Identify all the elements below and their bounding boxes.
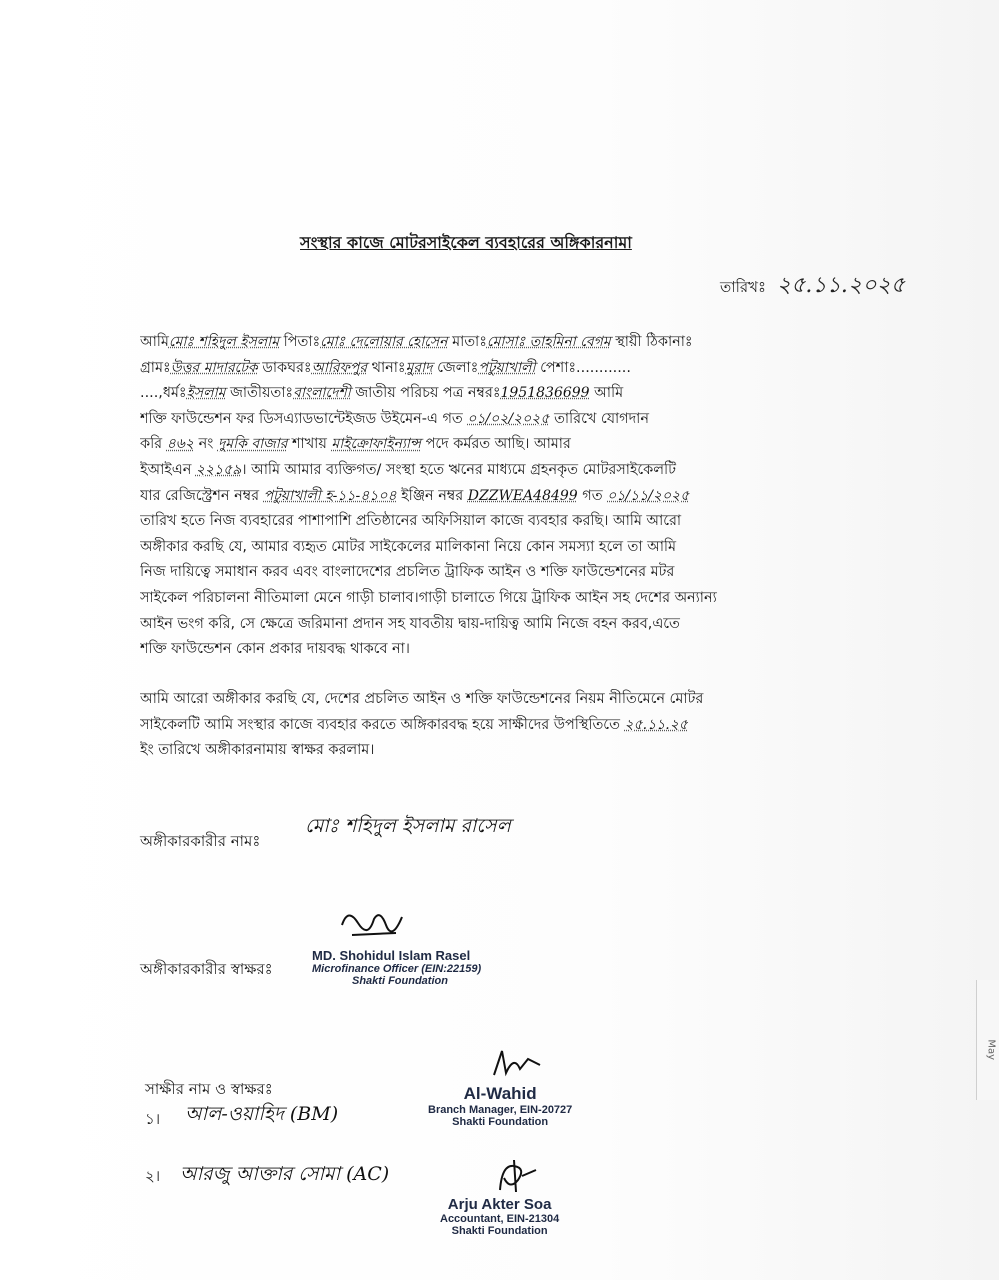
- para2-line-1: আমি আরো অঙ্গীকার করছি যে, দেশের প্রচলিত আইন ও শক্তি ফাউন্ডেশনের নিয়ম নীতিমেনে মোটর: [140, 691, 704, 707]
- date-label: তারিখঃ: [720, 278, 766, 296]
- para2-line-3: ইং তারিখে অঙ্গীকারনামায় স্বাক্ষর করলাম।: [140, 742, 375, 759]
- signer-seal-org: Shakti Foundation: [352, 975, 448, 987]
- religion-field: ইসলাম: [186, 385, 226, 402]
- para1-line-9: অঙ্গীকার করছি যে, আমার ব্যহৃত মোটর সাইকেলের মালিকানা নিয়ে কোন সমস্যা হলে তা আমি: [140, 538, 676, 555]
- witness-2-seal-org: Shakti Foundation: [451, 1225, 548, 1237]
- engine-number-field: DZZWEA48499: [467, 487, 578, 504]
- para1-line-3: ....,ধর্মঃইসলাম জাতীয়তাঃবাংলাদেশী জাতীয় পরিচয় পত্র নম্বরঃ1951836699 আমি: [140, 385, 624, 402]
- signer-signature: [338, 905, 408, 945]
- para1-line-2: গ্রামঃউত্তর মাদারটেক ডাকঘরঃআরিফপুর থানাঃমুরাদ জেলাঃপটুয়াখালী পেশাঃ............: [140, 359, 631, 376]
- district-field: পটুয়াখালী: [478, 359, 536, 376]
- witness-2-number: ২।: [145, 1167, 161, 1185]
- witness-2-signature: [492, 1156, 542, 1196]
- branch-number-field: ৪৬২: [166, 436, 194, 453]
- second-declaration-paragraph: [140, 687, 875, 764]
- para1-line-1: আমিমোঃ শহিদুল ইসলাম পিতাঃমোঃ দেলোয়ার হোসেন মাতাঃমোসাঃ তাহমিনা বেগম স্থায়ী ঠিকানাঃ: [140, 334, 693, 350]
- declaration-paragraph: [140, 330, 875, 663]
- para1-line-13: শক্তি ফাউন্ডেশন কোন প্রকার দায়বদ্ধ থাকবে না।: [140, 641, 410, 658]
- witness-2-seal-designation: Accountant, EIN-21304: [440, 1213, 560, 1225]
- witness-1-number: ১।: [145, 1110, 161, 1128]
- signer-seal-designation: Microfinance Officer (EIN:22159): [312, 963, 482, 975]
- thana-field: মুরাদ: [405, 359, 433, 376]
- signer-seal: [312, 948, 481, 987]
- post-office-field: আরিফপুর: [311, 359, 368, 376]
- ein-field: ২২১৫৯: [195, 461, 242, 478]
- witness-1-seal-name: Al-Wahid: [463, 1084, 537, 1103]
- nationality-field: বাংলাদেশী: [293, 385, 351, 402]
- nid-field: 1951836699: [500, 385, 590, 402]
- para1-line-12: আইন ভংগ করি, সে ক্ষেত্রে জরিমানা প্রদান সহ যাবতীয় দ্বায়-দায়িত্ব আমি নিজে বহন করব,এতে: [140, 615, 680, 632]
- witness-label: সাক্ষীর নাম ও স্বাক্ষরঃ: [145, 1080, 273, 1098]
- para1-line-4: শক্তি ফাউন্ডেশন ফর ডিসএ্যাডভান্টেইজড উইমেন-এ গত ০১/০২/২০২৫ তারিখে যোগদান: [140, 410, 649, 427]
- witness-1-seal-org: Shakti Foundation: [452, 1116, 549, 1128]
- signing-date-field: ২৫.১১.২৫: [624, 716, 688, 733]
- date-row: [720, 268, 905, 305]
- para1-line-7: যার রেজিস্ট্রেশন নম্বর পটুয়াখালী হ-১১-৪১০৪ ইঞ্জিন নম্বর DZZWEA48499 গত ০১/১১/২০২৫: [140, 487, 690, 504]
- para1-line-11: সাইকেল পরিচালনা নীতিমালা মেনে গাড়ী চালাব।গাড়ী চালাতে গিয়ে ট্রাফিক আইন সহ দেশের অন্যান্য: [140, 589, 717, 606]
- witness-2-seal-name: Arju Akter Soa: [447, 1196, 552, 1213]
- para1-line-6: ইআইএন ২২১৫৯। আমি আমার ব্যক্তিগত/ সংস্থা হতে ঋনের মাধ্যমে গ্রহনকৃত মোটরসাইকেলটি: [140, 461, 676, 478]
- witness-2-seal: [440, 1196, 559, 1237]
- branch-name-field: দুমকি বাজার: [217, 436, 288, 453]
- mother-field: মোসাঃ তাহমিনা বেগম: [486, 334, 611, 350]
- name-field: মোঃ শহিদুল ইসলাম: [168, 334, 280, 350]
- designation-field: মাইক্রোফাইন্যান্স: [331, 436, 421, 453]
- witness-1-handwritten: আল-ওয়াহিদ (BM): [185, 1103, 339, 1125]
- village-field: উত্তর মাদারটেক: [170, 359, 258, 376]
- date-value: ২৫.১১.২০২৫: [776, 273, 906, 298]
- para1-line-10: নিজ দায়িত্বে সমাধান করব এবং বাংলাদেশের প্রচলিত ট্রাফিক আইন ও শক্তি ফাউন্ডেশনের মটর: [140, 564, 675, 581]
- signer-seal-name: MD. Shohidul Islam Rasel: [312, 948, 471, 963]
- para1-line-5: করি ৪৬২ নং দুমকি বাজার শাখায় মাইক্রোফাইন্যান্স পদে কর্মরত আছি। আমার: [140, 436, 571, 453]
- signer-name-handwritten: মোঃ শহিদুল ইসলাম রাসেল: [305, 815, 511, 837]
- witness-1-seal-designation: Branch Manager, EIN-20727: [428, 1104, 573, 1116]
- para1-line-8: তারিখ হতে নিজ ব্যবহারের পাশাপাশি প্রতিষ্ঠানের অফিসিয়াল কাজে ব্যবহার করছি। আমি আরো: [140, 513, 682, 530]
- witness-2-handwritten: আরজু আক্তার সোমা (AC): [180, 1163, 390, 1185]
- signer-name-label: অঙ্গীকারকারীর নামঃ: [140, 832, 261, 850]
- para2-line-2: সাইকেলটি আমি সংস্থার কাজে ব্যবহার করতে অঙ্গিকারবদ্ধ হয়ে সাক্ষীদের উপস্থিতিতে ২৫.১১.২৫: [140, 716, 688, 733]
- joining-date-field: ০১/০২/২০২৫: [467, 410, 550, 427]
- registration-field: পটুয়াখালী হ-১১-৪১০৪: [263, 487, 397, 504]
- signer-signature-label: অঙ্গীকারকারীর স্বাক্ষরঃ: [140, 960, 273, 978]
- witness-1-seal: [428, 1084, 572, 1128]
- since-date-field: ০১/১১/২০২৫: [607, 487, 690, 504]
- witness-1-signature: [488, 1045, 548, 1085]
- father-field: মোঃ দেলোয়ার হোসেন: [320, 334, 448, 350]
- document-title: সংস্থার কাজে মোটরসাইকেল ব্যবহারের অঙ্গিকারনামা: [300, 233, 632, 252]
- adjacent-page-text: May: [986, 1039, 997, 1060]
